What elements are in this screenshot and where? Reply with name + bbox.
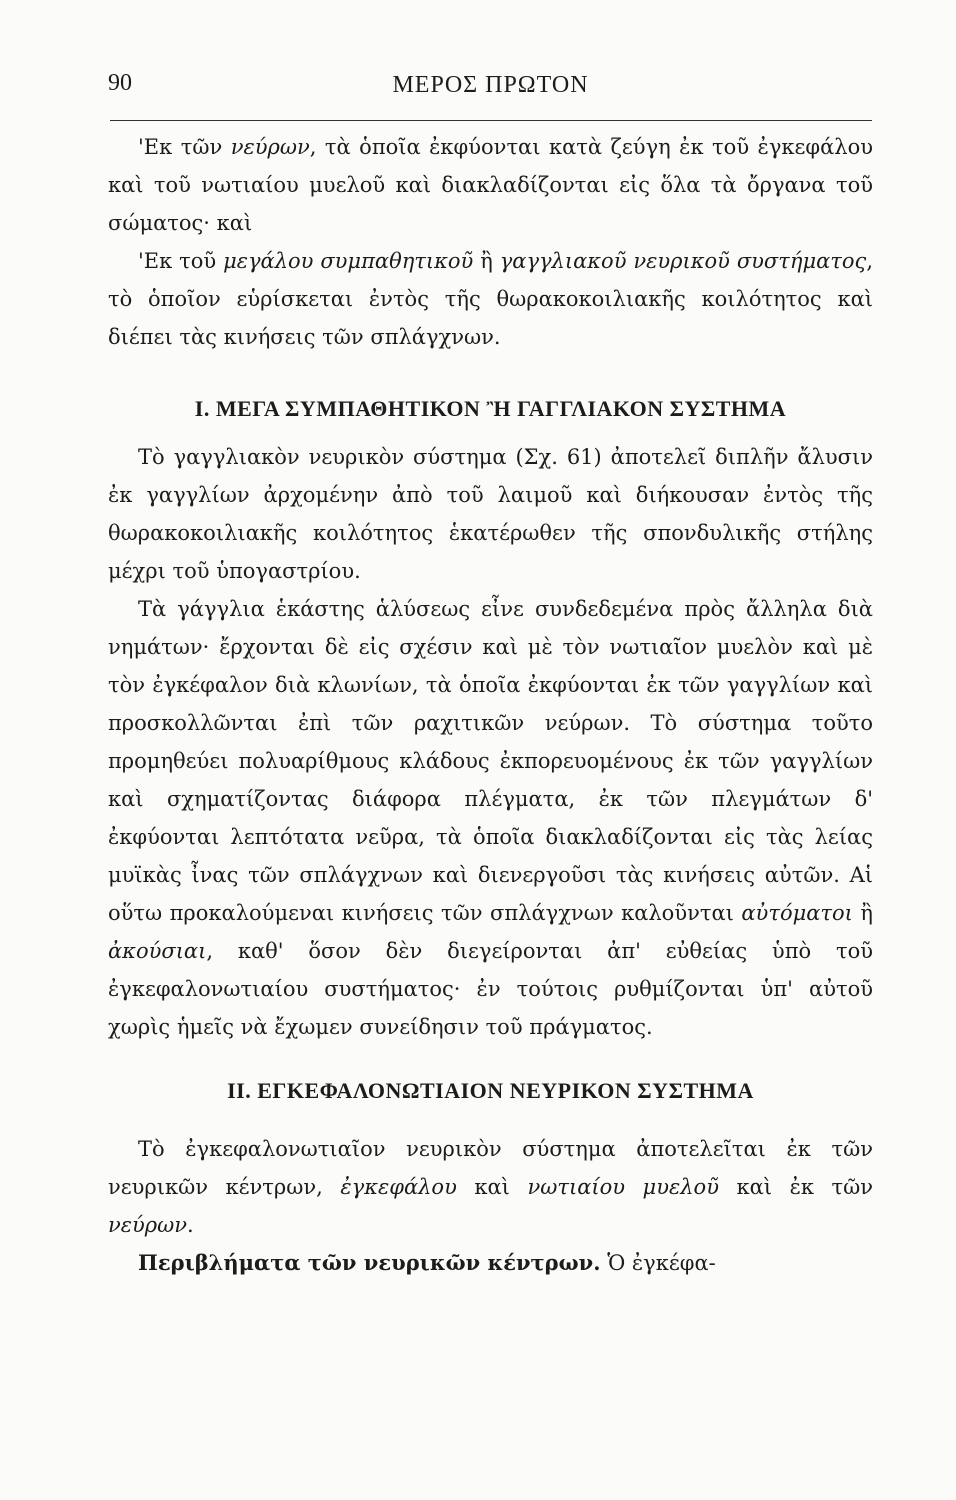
paragraph-cerebrospinal (108, 1130, 873, 1244)
text: καὶ ἐκ τῶν (718, 1175, 874, 1199)
header-rule (110, 120, 872, 121)
page-header (108, 66, 873, 110)
italic-term: ἐγκεφάλου (340, 1175, 457, 1199)
text: , καθ' ὅσον δὲν διεγείρονται ἀπ' εὐθείας ὑπὸ τοῦ ἐγκεφαλονωτιαίου συστήματος· ἐν τούτοις ρυθμίζονται ὑπ' αὐτοῦ χωρὶς ἡμεῖς νὰ ἔχωμεν συνείδησιν τοῦ πράγματος. (108, 939, 873, 1039)
section-heading-1: I. ΜΕΓΑ ΣΥΜΠΑΘΗΤΙΚΟΝ Ἢ ΓΑΓΓΛΙΑΚΟΝ ΣΥΣΤΗΜΑ (194, 396, 787, 421)
text: ἢ (852, 901, 873, 925)
italic-term: γαγγλιακοῦ νευρικοῦ συστήματος (499, 249, 867, 273)
paragraph-nerves (108, 128, 873, 242)
text: καὶ (456, 1175, 528, 1199)
italic-term: νωτιαίου μυελοῦ (527, 1175, 719, 1199)
text: , τὸ ὁποῖον εὑρίσκεται ἐντὸς τῆς θωρακοκοιλιακῆς κοιλότητος καὶ διέπει τὰς κινήσεις τῶν σπλάγχνων. (108, 249, 873, 349)
text: Ὁ ἐγκέφα- (600, 1251, 716, 1275)
running-title: ΜΕΡΟΣ ΠΡΩΤΟΝ (392, 72, 589, 98)
text: 'Εκ τῶν (138, 135, 231, 159)
paragraph-ganglia (108, 590, 873, 1046)
italic-term: νεύρων (108, 1213, 188, 1237)
paragraph-sympathetic (108, 242, 873, 356)
paragraph-ganglionic-chain: Τὸ γαγγλιακὸν νευρικὸν σύστημα (Σχ. 61) ἀποτελεῖ διπλῆν ἄλυσιν ἐκ γαγγλίων ἀρχομένην ἀπὸ τοῦ λαιμοῦ καὶ διήκουσαν ἐντὸς τῆς θωρακοκοιλιακῆς κοιλότητος ἑκατέρωθεν τῆς σπονδυλικῆς στήλης μέχρι τοῦ ὑπογαστρίου. (108, 445, 873, 583)
section-heading-2: II. ΕΓΚΕΦΑΛΟΝΩΤΙΑΙΟΝ ΝΕΥΡΙΚΟΝ ΣΥΣΤΗΜΑ (227, 1078, 754, 1103)
paragraph-coverings (108, 1244, 873, 1282)
text: Τὰ γάγγλια ἑκάστης ἁλύσεως εἶνε συνδεδεμένα πρὸς ἄλληλα διὰ νημάτων· ἔρχονται δὲ εἰς σχέσιν καὶ μὲ τὸν νωτιαῖον μυελὸν καὶ μὲ τὸν ἐγκέφαλον διὰ κλωνίων, τὰ ὁποῖα ἐκφύονται ἐκ τῶν γαγγλίων καὶ προσκολλῶνται ἐπὶ τῶν ραχιτικῶν νεύρων. Τὸ σύστημα τοῦτο προμηθεύει πολυαρίθμους κλάδους ἐκπορευομένους ἐκ τῶν γαγγλίων καὶ σχηματίζοντας διάφορα πλέγματα, ἐκ τῶν πλεγμάτων δ' ἐκφύονται λεπτότατα νεῦρα, τὰ ὁποῖα διακλαδίζονται εἰς τὰς λείας μυϊκὰς ἶνας τῶν σπλάγχνων καὶ διενεργοῦσι τὰς κινήσεις αὐτῶν. Αἱ οὕτω προκαλούμεναι κινήσεις τῶν σπλάγχνων καλοῦνται (108, 597, 873, 925)
page-number: 90 (108, 70, 132, 96)
bold-subheading: Περιβλήματα τῶν νευρικῶν κέντρων. (138, 1250, 601, 1275)
text: , τὰ ὁποῖα ἐκφύονται κατὰ ζεύγη ἐκ τοῦ ἐγκεφάλου καὶ τοῦ νωτιαίου μυελοῦ καὶ διακλαδίζονται εἰς ὅλα τὰ ὄργανα τοῦ σώματος· καὶ (108, 135, 873, 235)
text: . (187, 1213, 194, 1237)
text: ἢ (473, 249, 500, 273)
italic-term: αὐτόματοι (741, 901, 853, 925)
italic-term: μεγάλου συμπαθητικοῦ (223, 249, 474, 273)
text: 'Εκ τοῦ (138, 249, 224, 273)
text: Τὸ ἐγκεφαλονωτιαῖον νευρικὸν σύστημα ἀποτελεῖται ἐκ τῶν νευρικῶν κέντρων, (108, 1137, 873, 1199)
page-body (108, 128, 873, 1282)
italic-term: ἀκούσιαι (108, 939, 207, 963)
italic-term: νεύρων (230, 135, 310, 159)
